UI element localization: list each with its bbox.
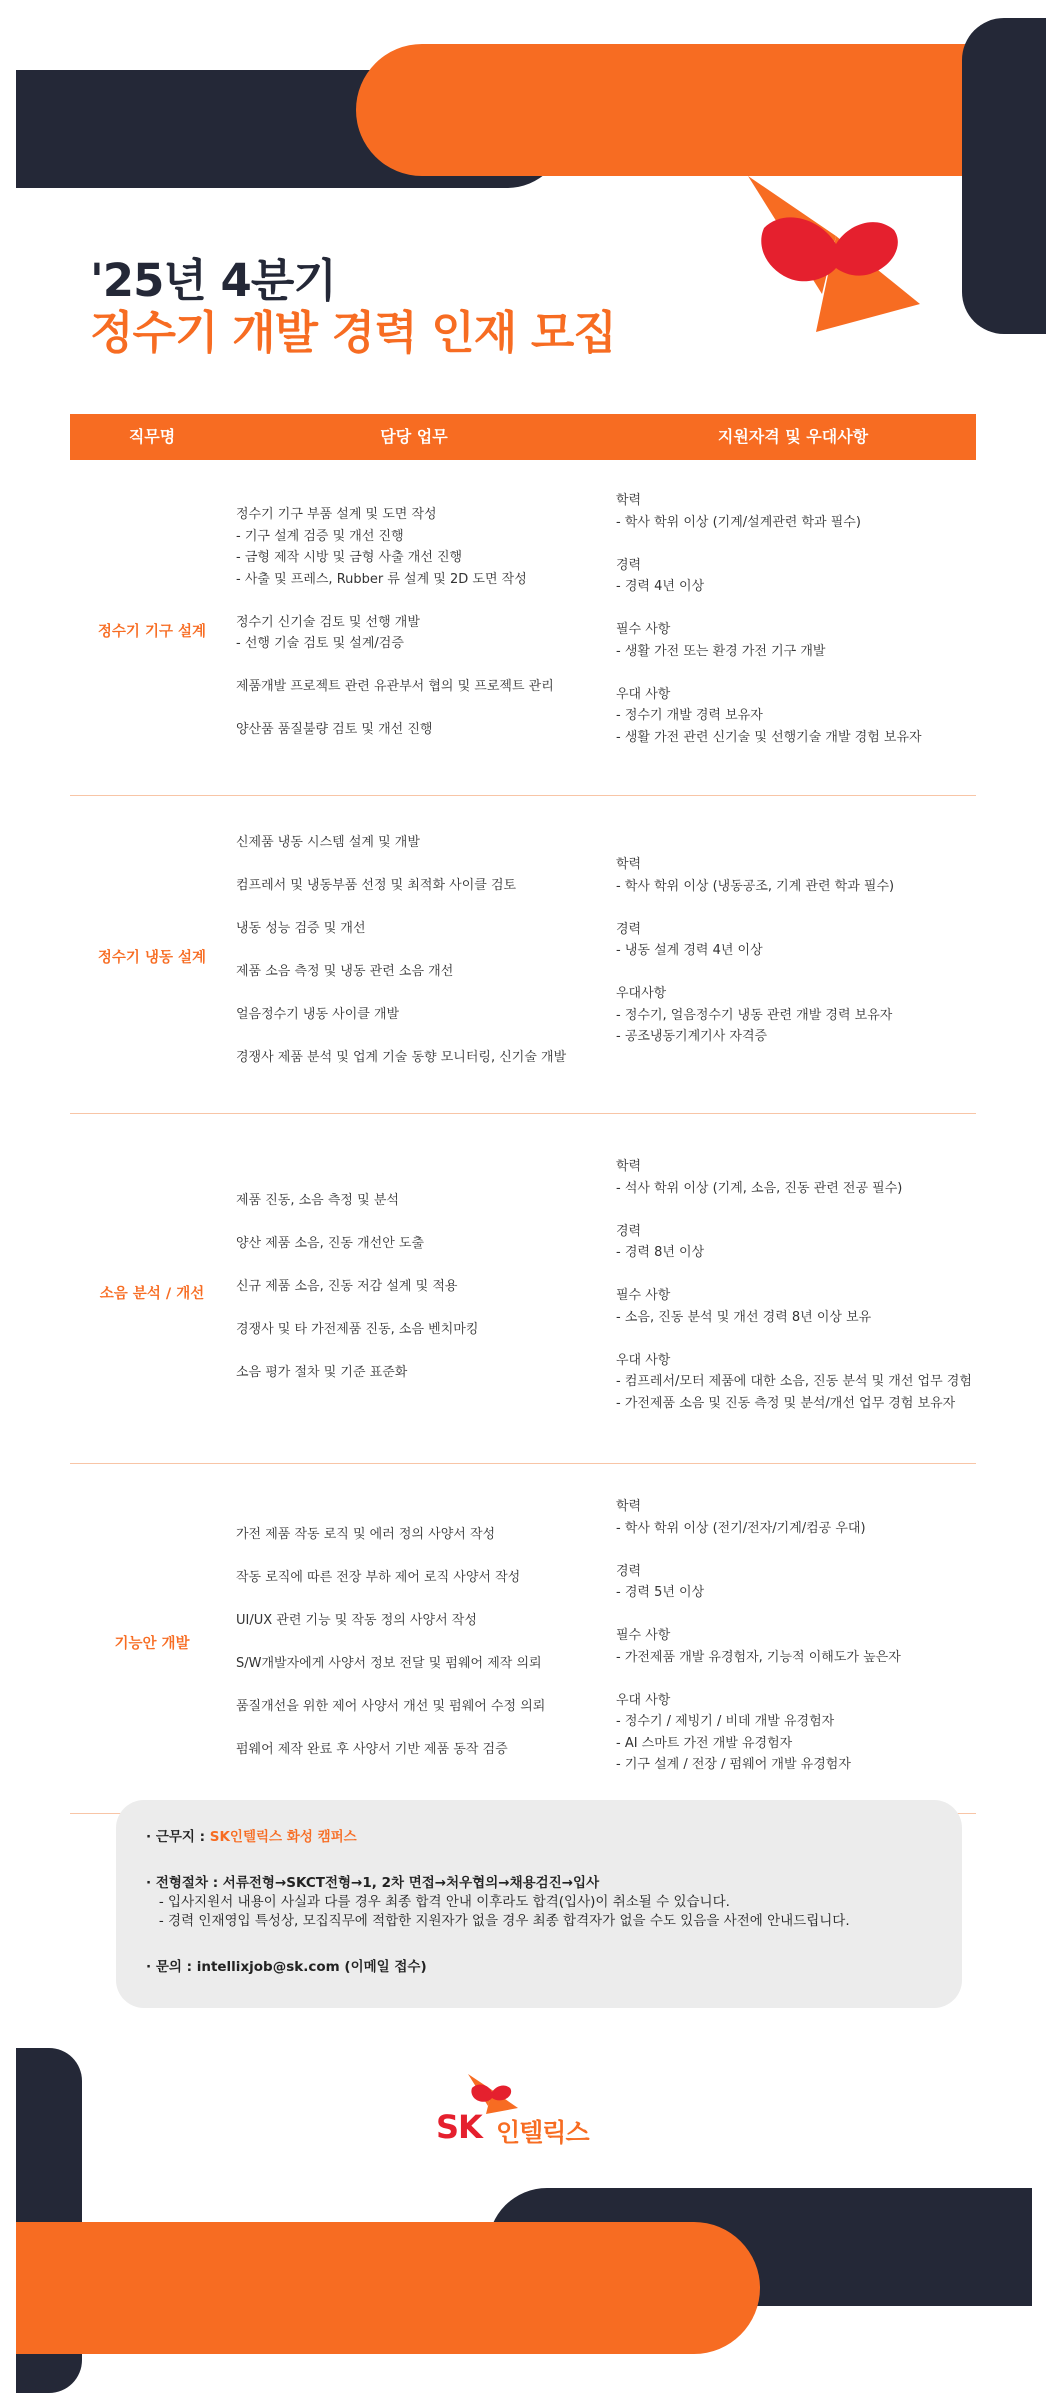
duty-line: 제품 소음 측정 및 냉동 관련 소음 개선 [236,964,454,979]
qual-line: - 컴프레서/모터 제품에 대한 소음, 진동 분석 및 개선 업무 경험 [616,1374,972,1389]
job-title: 정수기 기구 설계 [97,624,207,640]
qual-line: - 학사 학위 이상 (냉동공조, 기계 관련 학과 필수) [616,878,895,894]
table-row [70,460,976,796]
qual-line: 우대 사항 [616,1352,671,1368]
qual-line: 학력 [616,493,642,508]
column-header-qualifications: 지원자격 및 우대사항 [717,427,869,446]
duty-line: 소음 평가 절차 및 기준 표준화 [236,1365,408,1380]
qual-line: - 정수기 / 제빙기 / 비데 개발 유경험자 [616,1714,835,1729]
qual-line: 경력 [616,1563,642,1579]
column-header-job: 직무명 [128,427,176,446]
qual-line: - 가전제품 개발 유경험자, 기능적 이해도가 높은자 [616,1649,901,1665]
duty-line: 신규 제품 소음, 진동 저감 설계 및 적용 [236,1279,458,1294]
job-title: 기능안 개발 [114,1636,190,1652]
location-label: · 근무지 : [146,1829,210,1845]
qual-line: - 생활 가전 또는 환경 가전 기구 개발 [616,643,826,659]
duty-list [236,1524,616,1761]
qual-line: 우대사항 [616,986,667,1001]
qual-line: - 생활 가전 관련 신기술 및 선행기술 개발 경험 보유자 [616,729,922,745]
page-title: 정수기 개발 경력 인재 모집 [90,306,616,359]
logo-sk-text: SK [436,2108,482,2146]
duty-list [236,1190,616,1384]
qualification-list [616,1496,988,1776]
qualification-list [616,854,988,1048]
qual-line: 경력 [616,557,642,573]
process-line: · 전형절차 : 서류전형→SKCT전형→1, 2차 면접→처우협의→채용검진→입사 [146,1875,600,1891]
qual-line: - AI 스마트 가전 개발 유경험자 [616,1735,793,1751]
column-header-duties: 담당 업무 [380,427,448,446]
table-row [70,796,976,1114]
duty-line: - 기구 설계 검증 및 개선 진행 [236,528,404,544]
duty-line: 펌웨어 제작 완료 후 사양서 기반 제품 동작 검증 [236,1742,508,1757]
qual-line: - 정수기 개발 경력 보유자 [616,708,763,723]
logo-company-name: 인텔릭스 [496,2118,589,2147]
duty-line: 품질개선을 위한 제어 사양서 개선 및 펌웨어 수정 의뢰 [236,1699,546,1714]
duty-line: 양산 제품 소음, 진동 개선안 도출 [236,1236,425,1251]
duty-line: 신제품 냉동 시스템 설계 및 개발 [236,835,420,850]
duty-line: 제품개발 프로젝트 관련 유관부서 협의 및 프로젝트 관리 [236,679,554,694]
duty-line: 얼음정수기 냉동 사이클 개발 [236,1007,400,1022]
qual-line: - 소음, 진동 분석 및 개선 경력 8년 이상 보유 [616,1309,872,1325]
qual-line: - 경력 5년 이상 [616,1585,705,1600]
table-row [70,1464,976,1814]
qual-line: 경력 [616,921,642,937]
duty-line: 냉동 성능 검증 및 개선 [236,921,366,936]
duty-line: S/W개발자에게 사양서 정보 전달 및 펌웨어 제작 의뢰 [236,1656,542,1671]
qual-line: - 정수기, 얼음정수기 냉동 관련 개발 경력 보유자 [616,1007,893,1023]
top-orange-band [356,44,1046,176]
qualification-list [616,1156,988,1414]
duty-line: 정수기 신기술 검토 및 선행 개발 [236,614,420,630]
job-title: 소음 분석 / 개선 [99,1286,205,1302]
table-header [70,414,976,460]
duty-line: - 사출 및 프레스, Rubber 류 설계 및 2D 도면 작성 [236,571,527,587]
duty-line: 컴프레서 및 냉동부품 선정 및 최적화 사이클 검토 [236,878,517,893]
duty-line: - 선행 기술 검토 및 설계/검증 [236,636,404,651]
qual-line: - 가전제품 소음 및 진동 측정 및 분석/개선 업무 경험 보유자 [616,1395,956,1411]
qual-line: - 공조냉동기계기사 자격증 [616,1029,768,1044]
qual-line: - 경력 4년 이상 [616,579,705,594]
duty-list [236,832,616,1069]
qualification-list [616,490,988,748]
duty-line: 제품 진동, 소음 측정 및 분석 [236,1193,399,1208]
info-box [116,1800,962,2008]
right-navy-pill [962,18,1046,334]
duty-line: 가전 제품 작동 로직 및 에러 정의 사양서 작성 [236,1527,496,1542]
location-value: SK인텔릭스 화성 캠퍼스 [209,1829,357,1845]
page-title-period: '25년 4분기 [90,254,336,307]
qual-line: 우대 사항 [616,686,671,702]
duty-line: UI/UX 관련 기능 및 작동 정의 사양서 작성 [236,1613,477,1628]
job-title: 정수기 냉동 설계 [97,950,207,966]
duty-line: 작동 로직에 따른 전장 부하 제어 로직 사양서 작성 [236,1570,521,1585]
table-row [70,1114,976,1464]
qual-line: - 학사 학위 이상 (기계/설계관련 학과 필수) [616,514,861,530]
qual-line: - 석사 학위 이상 (기계, 소음, 진동 관련 전공 필수) [616,1180,903,1196]
duty-line: 양산품 품질불량 검토 및 개선 진행 [236,722,433,737]
process-note: - 입사지원서 내용이 사실과 다를 경우 최종 합격 안내 이후라도 합격(입사)이 취소될 수 있습니다. [146,1894,730,1910]
duty-list [236,504,616,741]
process-note: - 경력 인재영입 특성상, 모집직무에 적합한 지원자가 없을 경우 최종 합격자가 없을 수도 있음을 사전에 안내드립니다. [146,1913,850,1929]
qual-line: - 냉동 설계 경력 4년 이상 [616,943,763,958]
qual-line: 학력 [616,857,642,872]
qual-line: 우대 사항 [616,1692,671,1708]
duty-line: 경쟁사 제품 분석 및 업계 기술 동향 모니터링, 신기술 개발 [236,1050,567,1065]
sk-butterfly-logo-icon [744,174,920,334]
qual-line: 필수 사항 [616,1288,671,1303]
qual-line: - 기구 설계 / 전장 / 펌웨어 개발 유경험자 [616,1757,851,1772]
location-line [146,1828,357,1847]
contact-line: · 문의 : intellixjob@sk.com (이메일 접수) [146,1959,427,1975]
duty-line: 경쟁사 및 타 가전제품 진동, 소음 벤치마킹 [236,1322,479,1337]
qual-line: - 학사 학위 이상 (전기/전자/기계/컴공 우대) [616,1520,866,1536]
qual-line: 필수 사항 [616,1628,671,1643]
qual-line: 학력 [616,1499,642,1514]
qual-line: - 경력 8년 이상 [616,1245,705,1260]
bottom-orange-band [16,2222,760,2354]
qual-line: 필수 사항 [616,622,671,637]
duty-line: - 금형 제작 시방 및 금형 사출 개선 진행 [236,550,463,565]
qual-line: 학력 [616,1159,642,1174]
sk-intellix-logo [436,2072,616,2147]
qual-line: 경력 [616,1223,642,1239]
duty-line: 정수기 기구 부품 설계 및 도면 작성 [236,507,437,522]
